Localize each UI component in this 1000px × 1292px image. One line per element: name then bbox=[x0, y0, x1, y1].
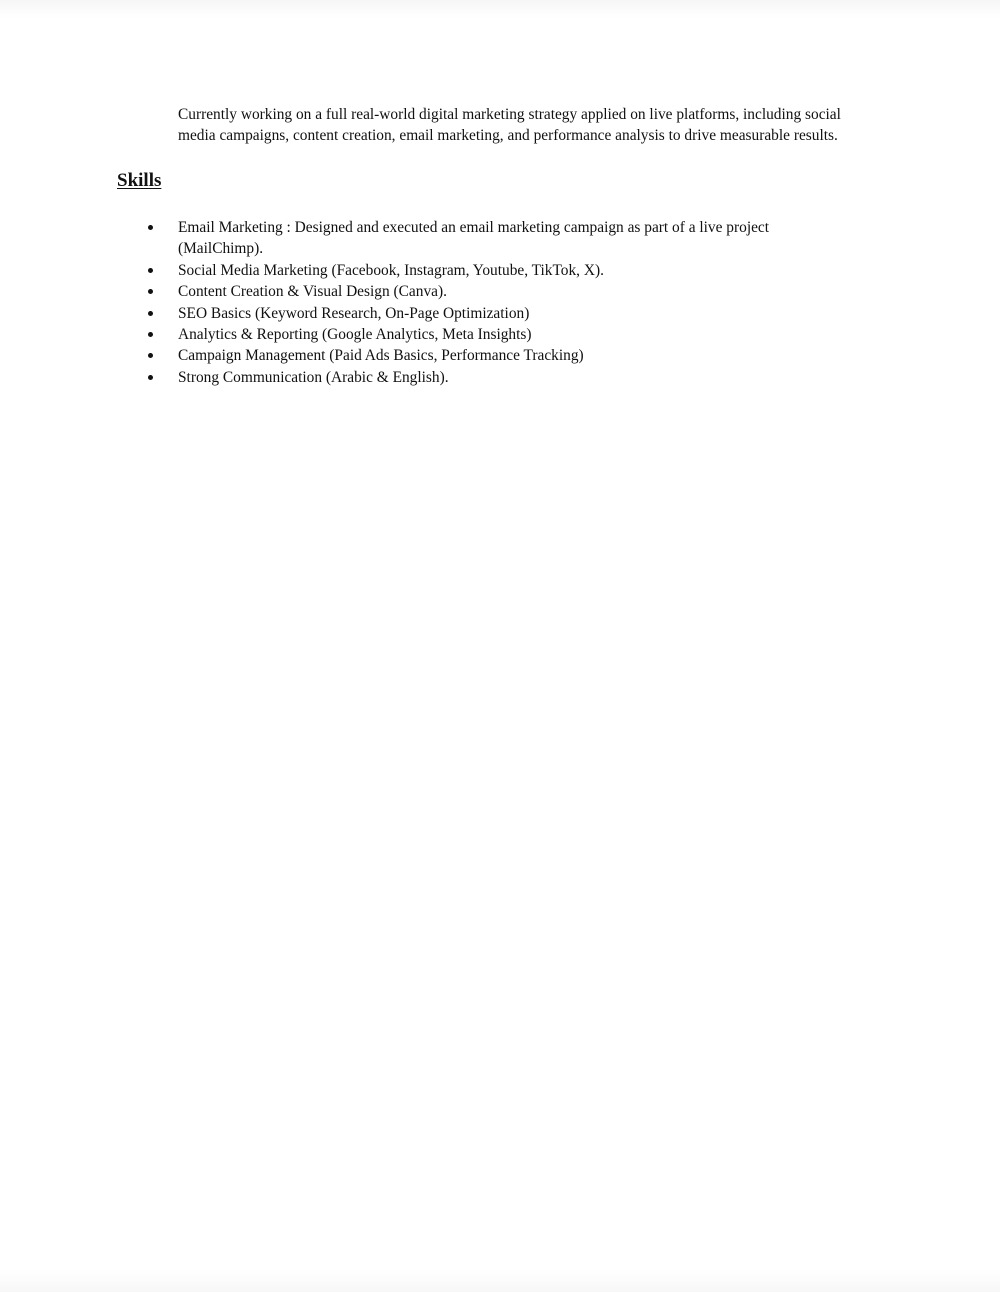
bullet-icon bbox=[148, 311, 153, 316]
skills-list bbox=[178, 217, 878, 388]
skill-text: Content Creation & Visual Design (Canva). bbox=[178, 283, 447, 301]
list-item bbox=[178, 345, 878, 366]
bullet-icon bbox=[148, 289, 153, 294]
bullet-icon bbox=[148, 353, 153, 358]
skill-text: Analytics & Reporting (Google Analytics, Meta Insights) bbox=[178, 326, 532, 344]
bullet-icon bbox=[148, 375, 153, 380]
list-item bbox=[178, 281, 878, 302]
skill-text-continued: (MailChimp). bbox=[178, 240, 264, 258]
intro-paragraph bbox=[178, 104, 918, 146]
skill-text: SEO Basics (Keyword Research, On-Page Optimization) bbox=[178, 304, 530, 322]
skill-text: Strong Communication (Arabic & English). bbox=[178, 368, 449, 386]
intro-line: Currently working on a full real-world digital marketing strategy applied on live platforms, including social bbox=[178, 106, 841, 123]
skills-heading: Skills bbox=[117, 170, 162, 191]
bullet-icon bbox=[148, 225, 153, 230]
list-item bbox=[178, 303, 878, 324]
list-item bbox=[178, 367, 878, 388]
skill-text: Campaign Management (Paid Ads Basics, Performance Tracking) bbox=[178, 347, 584, 365]
bullet-icon bbox=[148, 332, 153, 337]
list-item bbox=[178, 324, 878, 345]
bullet-icon bbox=[148, 268, 153, 273]
intro-line: media campaigns, content creation, email marketing, and performance analysis to drive measurable results. bbox=[178, 127, 838, 144]
skill-text: Email Marketing : Designed and executed an email marketing campaign as part of a live project bbox=[178, 219, 770, 236]
list-item bbox=[178, 217, 878, 260]
list-item bbox=[178, 260, 878, 281]
skill-text: Social Media Marketing (Facebook, Instagram, Youtube, TikTok, X). bbox=[178, 261, 604, 279]
